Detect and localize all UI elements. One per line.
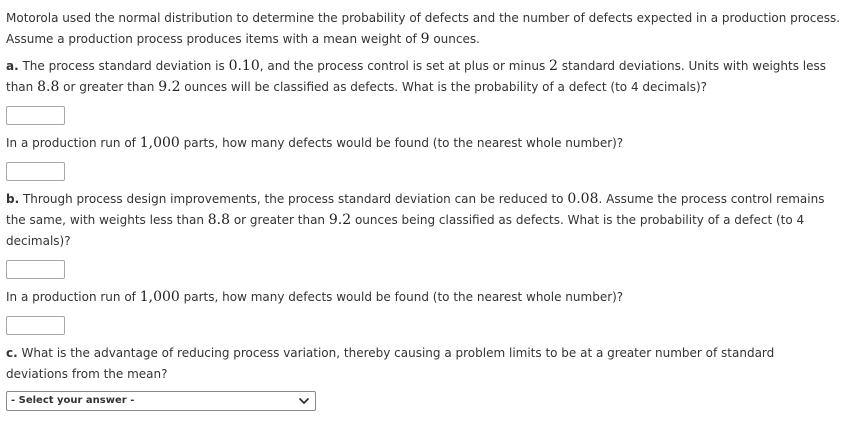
intro-line-2 xyxy=(6,29,480,49)
part-a-high: 9.2 xyxy=(158,79,181,95)
part-a-run: 1,000 xyxy=(139,135,180,151)
part-a-text: The process standard deviation is xyxy=(18,59,229,73)
part-a-line-1 xyxy=(6,56,826,76)
part-b-line-2 xyxy=(6,210,804,230)
part-a-defects-input[interactable] xyxy=(6,162,65,181)
part-a-text: standard deviations. Units with weights less xyxy=(557,59,826,73)
part-a-k: 2 xyxy=(549,58,558,74)
part-b-text: . Assume the process control remains xyxy=(598,192,825,206)
chevron-down-icon xyxy=(298,395,310,407)
part-b-text: or greater than xyxy=(230,213,329,227)
part-a-label: a. xyxy=(6,59,19,73)
part-b-text: the same, with weights less than xyxy=(6,213,208,227)
part-a-sd: 0.10 xyxy=(228,58,260,74)
part-b-text: Through process design improvements, the process standard deviation can be reduced to xyxy=(19,192,568,206)
part-a-q2-text: parts, how many defects would be found (to the nearest whole number)? xyxy=(179,136,624,150)
part-b-label: b. xyxy=(6,192,20,206)
part-c-line-1 xyxy=(6,343,774,363)
part-b-line-3: decimals)? xyxy=(6,234,71,248)
intro-line-1: Motorola used the normal distribution to determine the probability of defects and the number of defects expected in a production process. xyxy=(6,11,841,25)
part-b-q2-text: parts, how many defects would be found (to the nearest whole number)? xyxy=(179,290,624,304)
part-c-label: c. xyxy=(6,346,18,360)
part-b-high: 9.2 xyxy=(328,212,352,228)
part-a-question-2 xyxy=(6,133,623,153)
part-a-text: , and the process control is set at plus or minus xyxy=(259,59,550,73)
part-a-probability-input[interactable] xyxy=(6,106,65,125)
part-b-probability-input[interactable] xyxy=(6,260,65,279)
mean-value: 9 xyxy=(420,31,430,47)
part-b-defects-input[interactable] xyxy=(6,316,65,335)
part-a-low: 8.8 xyxy=(37,79,60,95)
part-b-question-2 xyxy=(6,287,623,307)
part-b-low: 8.8 xyxy=(207,212,230,228)
intro-text: Assume a production process produces items with a mean weight of xyxy=(6,32,421,46)
part-a-text: than xyxy=(6,80,38,94)
part-a-line-2 xyxy=(6,77,707,97)
part-c-line-2: deviations from the mean? xyxy=(6,367,168,381)
part-b-line-1 xyxy=(6,189,824,209)
part-b-sd: 0.08 xyxy=(567,191,599,207)
part-a-text: ounces will be classified as defects. What is the probability of a defect (to 4 decimals)? xyxy=(180,80,708,94)
part-c-answer-select[interactable] xyxy=(6,391,316,411)
part-b-run: 1,000 xyxy=(139,289,180,305)
part-c-text: What is the advantage of reducing process variation, thereby causing a problem limits to be at a greater number of standard xyxy=(17,346,775,360)
part-a-text: or greater than xyxy=(59,80,159,94)
part-b-text: ounces being classified as defects. What is the probability of a defect (to 4 xyxy=(351,213,805,227)
select-value: - Select your answer - xyxy=(11,395,135,406)
part-b-q2-text: In a production run of xyxy=(6,290,140,304)
part-a-q2-text: In a production run of xyxy=(6,136,140,150)
intro-text: ounces. xyxy=(429,32,480,46)
